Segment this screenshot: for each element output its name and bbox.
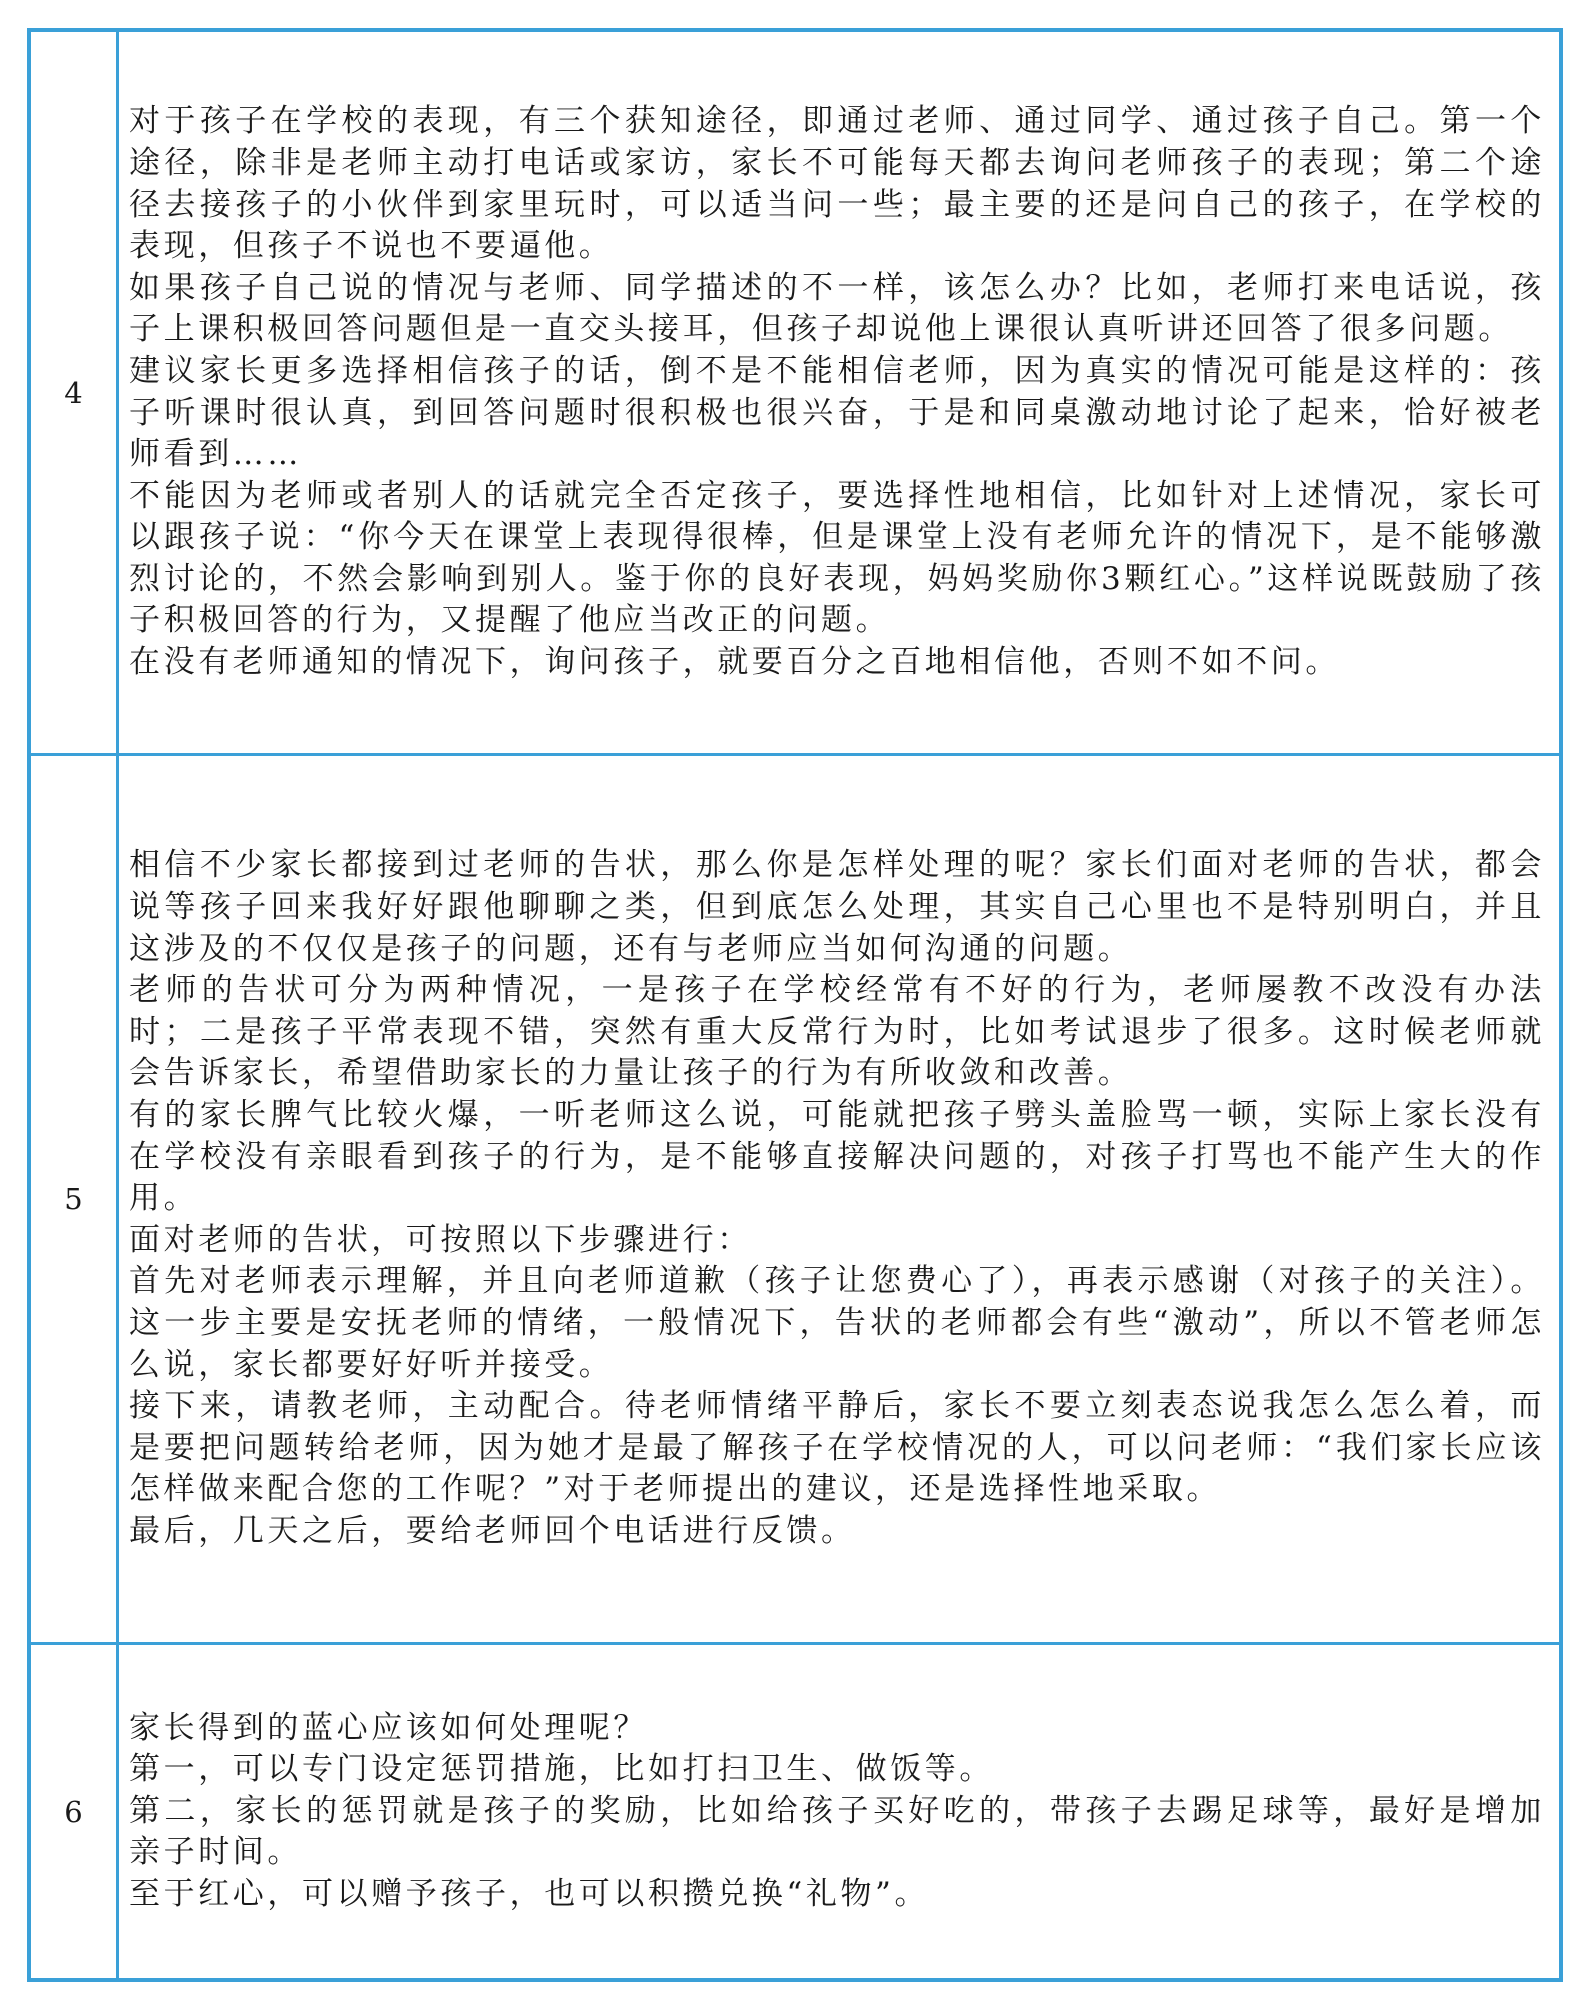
row-content	[119, 756, 1559, 1642]
paragraph: 最后，几天之后，要给老师回个电话进行反馈。	[129, 1512, 856, 1549]
paragraph: 家长得到的蓝心应该如何处理呢？	[129, 1709, 648, 1746]
row-number: 6	[31, 1645, 119, 1978]
table-row	[31, 32, 1559, 756]
content-table	[27, 28, 1563, 1982]
row-number: 5	[31, 756, 119, 1642]
paragraph: 首先对老师表示理解，并且向老师道歉（孩子让您费心了），再表示感谢（对孩子的关注）。这一步主要是安抚老师的情绪，一般情况下，告状的老师都会有些“激动”，所以不管老师怎么说，家长都要好好听并接受。	[129, 1263, 1545, 1383]
paragraph: 对于孩子在学校的表现，有三个获知途径，即通过老师、通过同学、通过孩子自己。第一个途径，除非是老师主动打电话或家访，家长不可能每天都去询问老师孩子的表现；第二个途径去接孩子的小伙伴到家里玩时，可以适当问一些；最主要的还是问自己的孩子，在学校的表现，但孩子不说也不要逼他。	[129, 103, 1545, 265]
paragraph: 不能因为老师或者别人的话就完全否定孩子，要选择性地相信，比如针对上述情况，家长可以跟孩子说：“你今天在课堂上表现得很棒，但是课堂上没有老师允许的情况下，是不能够激烈讨论的，不然会影响到别人。鉴于你的良好表现，妈妈奖励你3颗红心。”这样说既鼓励了孩子积极回答的行为，又提醒了他应当改正的问题。	[129, 477, 1545, 639]
row-content	[119, 32, 1559, 753]
row-content	[119, 1645, 1559, 1978]
paragraph: 老师的告状可分为两种情况，一是孩子在学校经常有不好的行为，老师屡教不改没有办法时；二是孩子平常表现不错，突然有重大反常行为时，比如考试退步了很多。这时候老师就会告诉家长，希望借助家长的力量让孩子的行为有所收敛和改善。	[129, 972, 1545, 1092]
paragraph: 至于红心，可以赠予孩子，也可以积攒兑换“礼物”。	[129, 1875, 930, 1912]
table-row	[31, 1645, 1559, 1978]
row-number: 4	[31, 32, 119, 753]
table-row	[31, 756, 1559, 1645]
paragraph: 如果孩子自己说的情况与老师、同学描述的不一样，该怎么办？比如，老师打来电话说，孩子上课积极回答问题但是一直交头接耳，但孩子却说他上课很认真听讲还回答了很多问题。	[129, 269, 1545, 348]
paragraph: 面对老师的告状，可按照以下步骤进行：	[129, 1221, 752, 1258]
paragraph: 接下来，请教老师，主动配合。待老师情绪平静后，家长不要立刻表态说我怎么怎么着，而是要把问题转给老师，因为她才是最了解孩子在学校情况的人，可以问老师：“我们家长应该怎样做来配合您的工作呢？”对于老师提出的建议，还是选择性地采取。	[129, 1388, 1545, 1508]
paragraph: 相信不少家长都接到过老师的告状，那么你是怎样处理的呢？家长们面对老师的告状，都会说等孩子回来我好好跟他聊聊之类，但到底怎么处理，其实自己心里也不是特别明白，并且这涉及的不仅仅是孩子的问题，还有与老师应当如何沟通的问题。	[129, 847, 1545, 967]
paragraph: 在没有老师通知的情况下，询问孩子，就要百分之百地相信他，否则不如不问。	[129, 644, 1340, 681]
paragraph: 建议家长更多选择相信孩子的话，倒不是不能相信老师，因为真实的情况可能是这样的：孩子听课时很认真，到回答问题时很积极也很兴奋，于是和同桌激动地讨论了起来，恰好被老师看到……	[129, 352, 1545, 473]
paragraph: 有的家长脾气比较火爆，一听老师这么说，可能就把孩子劈头盖脸骂一顿，实际上家长没有在学校没有亲眼看到孩子的行为，是不能够直接解决问题的，对孩子打骂也不能产生大的作用。	[129, 1097, 1545, 1217]
paragraph: 第一，可以专门设定惩罚措施，比如打扫卫生、做饭等。	[129, 1751, 994, 1788]
paragraph: 第二，家长的惩罚就是孩子的奖励，比如给孩子买好吃的，带孩子去踢足球等，最好是增加亲子时间。	[129, 1792, 1545, 1871]
